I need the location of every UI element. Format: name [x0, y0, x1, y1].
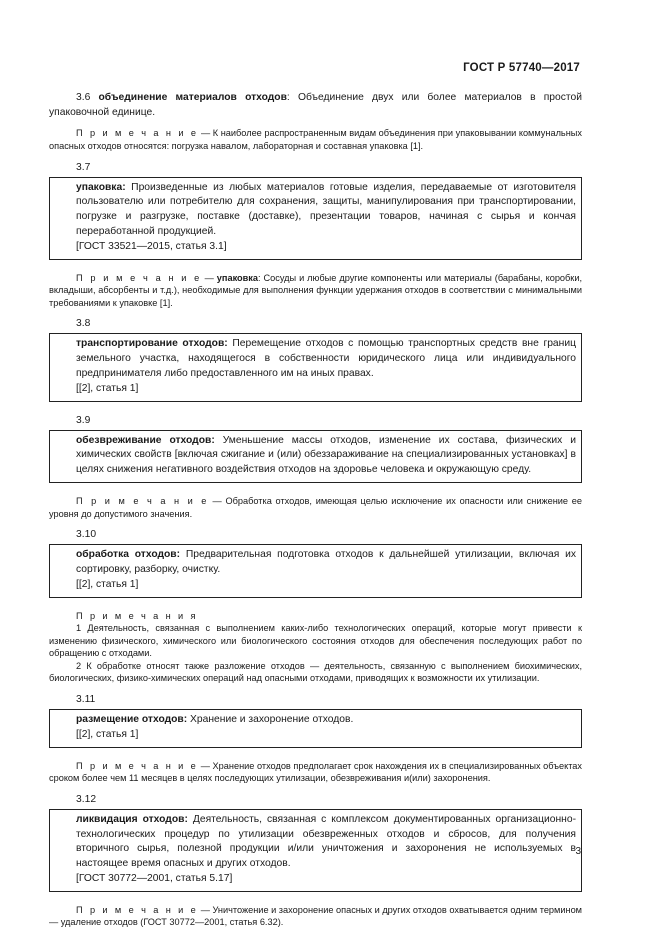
note-text: : Сосуды и любые другие компоненты или материалы (барабаны, коробки, вкладыши, абсорбенты и т.д.), необходимые для выполнения функции удержания отходов в соответствии с минимальными требованиями к упаковке [1].	[49, 272, 583, 308]
note-text: — Обработка отходов, имеющая целью исключение их опасности или снижение ее уровня до допустимого значения.	[49, 495, 582, 519]
notes-3-10	[49, 610, 582, 686]
definition-3-11: размещение отходов: Хранение и захоронение отходов.	[76, 714, 354, 726]
definition-3-7: упаковка: Произведенные из любых материалов готовые изделия, передаваемые от изготовителя пользователю или потребителю для сохранения, защиты, манипулирования при транспортировании, погрузке и разгрузке, поставке (доставке), презентации товаров, начиная с сырья и кончая переработанной продукцией.	[76, 181, 576, 237]
note-item-1: 1 Деятельность, связанная с выполнением каких-либо технологических операций, которые могут привести к изменению физического, химического или биологического состояния отходов для обеспечения последующих работ по обращению с отходами.	[49, 623, 582, 659]
note-text: — Уничтожение и захоронение опасных и других отходов охватывается одним термином — удаление отходов (ГОСТ 30772—2001, статья 6.32).	[49, 904, 582, 928]
term: объединение материалов отходов	[98, 92, 287, 103]
note-3-11	[49, 760, 582, 785]
clause-number-3-12: 3.12	[76, 793, 97, 805]
note-label: П р и м е ч а н и е	[76, 904, 199, 915]
source-3-7: [ГОСТ 33521—2015, статья 3.1]	[76, 240, 227, 252]
source-3-10: [[2], статья 1]	[76, 578, 139, 590]
definition: : Объединение двух или более материалов в простой упаковочной единице.	[49, 92, 582, 119]
note-3-7: П р и м е ч а н и е — упаковка: Сосуды и любые другие компоненты или материалы (барабаны, коробки, вкладыши, абсорбенты и т.д.), необходимые для выполнения функции удержания отходов в соответствии с минимальными требованиями к упаковке [1].	[49, 272, 583, 308]
term: размещение отходов:	[76, 714, 188, 726]
clause-number-3-7: 3.7	[76, 161, 91, 173]
source-3-11: [[2], статья 1]	[76, 728, 139, 740]
definition-3-10: обработка отходов: Предварительная подготовка отходов к дальнейшей утилизации, включая их сортировку, разборку, очистку.	[76, 549, 576, 575]
notes-label: П р и м е ч а н и я	[76, 610, 198, 621]
note-label: П р и м е ч а н и е	[76, 760, 199, 771]
term-box-3-9	[49, 430, 582, 483]
document-body	[49, 90, 582, 937]
note-label: П р и м е ч а н и е	[76, 128, 199, 139]
note-text: — К наиболее распространенным видам объединения при упаковывании коммунальных опасных отходов относятся: погрузка навалом, лабораторная и составная упаковка [1].	[49, 128, 582, 151]
clause-number-3-11: 3.11	[76, 694, 96, 706]
clause-number-3-8: 3.8	[76, 318, 91, 330]
source-3-12: [ГОСТ 30772—2001, статья 5.17]	[76, 873, 233, 885]
term-box-3-7	[49, 177, 582, 260]
term: обезвреживание отходов:	[76, 434, 215, 446]
term-box-3-10	[49, 544, 582, 597]
term: ликвидация отходов:	[76, 813, 188, 825]
term-box-3-11	[49, 709, 582, 748]
clause-3-6	[49, 90, 582, 120]
document-id-header: ГОСТ Р 57740—2017	[463, 62, 580, 74]
definition-3-8: транспортирование отходов: Перемещение отходов с помощью транспортных средств вне границ земельного участка, находящегося в собственности юридического лица или индивидуального предпринимателя либо предоставленного им на иных правах.	[76, 338, 576, 379]
source-3-8: [[2], статья 1]	[76, 382, 139, 394]
definition-3-12: ликвидация отходов: Деятельность, связанная с комплексом документированных организационно-технологических процедур по утилизации обезвреженных отходов и сбросов, для получения вторичного сырья, полезной продукции и/или уничтожения и захоронения не используемых в настоящее время опасных и других отходов.	[76, 813, 576, 870]
note-text: — Хранение отходов предполагает срок нахождения их в специализированных объектах сроком более чем 11 месяцев в целях последующих утилизации, обезвреживания и(или) захоронения.	[49, 760, 583, 784]
note-term: упаковка	[216, 272, 259, 283]
clause-number-3-9: 3.9	[76, 414, 91, 426]
note-label: П р и м е ч а н и е	[76, 272, 202, 283]
term-box-3-8	[49, 333, 582, 401]
note-3-6	[49, 127, 582, 152]
page-number: 3	[575, 846, 581, 857]
term: упаковка:	[76, 181, 126, 193]
clause-number: 3.6	[76, 92, 91, 103]
note-label: П р и м е ч а н и е	[76, 495, 209, 506]
clause-number-3-10: 3.10	[76, 529, 97, 541]
term: обработка отходов:	[76, 549, 181, 561]
term: транспортирование отходов:	[76, 338, 228, 350]
note-item-2: 2 К обработке относят также разложение отходов — деятельность, связанную с выполнением биохимических, биологических, физико-химических операций над опасными отходами, приводящих к возможности их утилизации.	[49, 660, 582, 684]
term-box-3-12	[49, 809, 582, 892]
note-3-12	[49, 904, 582, 929]
definition-3-9: обезвреживание отходов: Уменьшение массы отходов, изменение их состава, физических и химических свойств [включая сжигание и (или) обеззараживание на специализированных установках] в целях снижения негативного воздействия отходов на здоровье человека и окружающую среду.	[76, 434, 576, 476]
note-3-9	[49, 495, 582, 520]
